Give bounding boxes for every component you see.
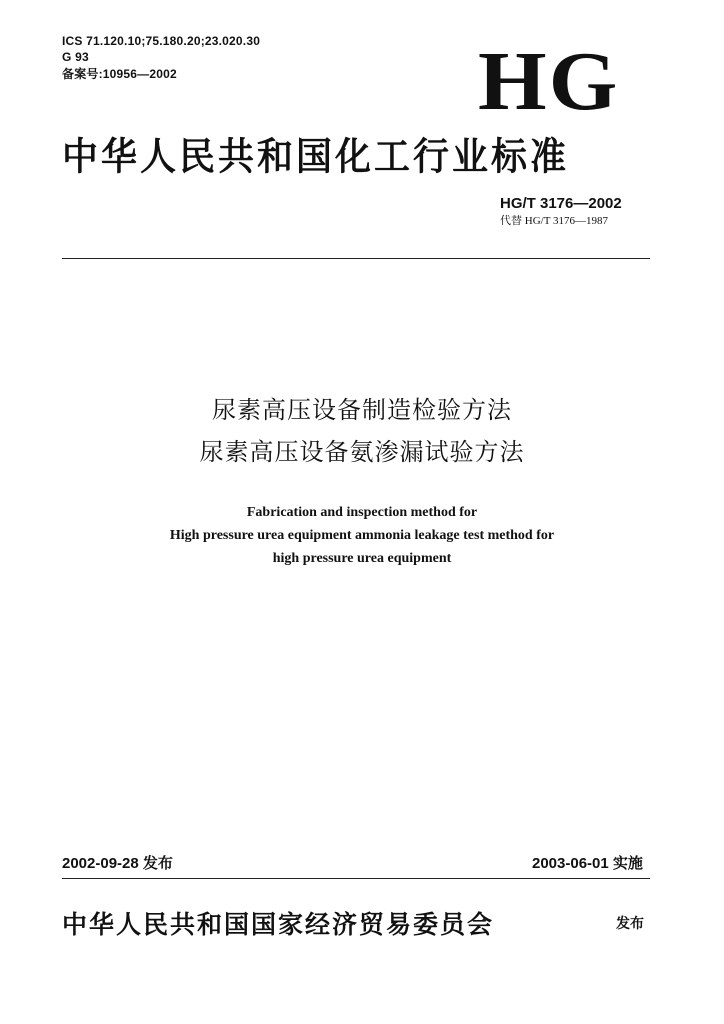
industry-standard-title: 中华人民共和国化工行业标准	[62, 134, 570, 180]
publish-label: 发布	[616, 916, 644, 932]
english-title-line-1: Fabrication and inspection method for	[246, 505, 478, 520]
classification-code: G 93	[62, 50, 89, 64]
replaces-standard: 代替 HG/T 3176—1987	[500, 215, 608, 227]
publisher-name: 中华人民共和国国家经济贸易委员会	[62, 910, 495, 939]
ics-code: ICS 71.120.10;75.180.20;23.020.30	[62, 34, 261, 48]
hg-logo: HG	[478, 35, 620, 128]
header-divider	[62, 258, 650, 259]
english-title-line-2: High pressure urea equipment ammonia leakage test method for	[169, 528, 555, 543]
english-title-line-3: high pressure urea equipment	[272, 551, 452, 566]
issue-date: 2002-09-28 发布	[62, 855, 173, 872]
record-number: 备案号:10956—2002	[62, 67, 177, 81]
chinese-title-line-2: 尿素高压设备氨渗漏试验方法	[199, 438, 525, 466]
footer-divider	[62, 878, 650, 879]
implementation-date: 2003-06-01 实施	[532, 855, 643, 872]
chinese-title-line-1: 尿素高压设备制造检验方法	[212, 396, 512, 424]
standard-number: HG/T 3176—2002	[500, 195, 622, 212]
